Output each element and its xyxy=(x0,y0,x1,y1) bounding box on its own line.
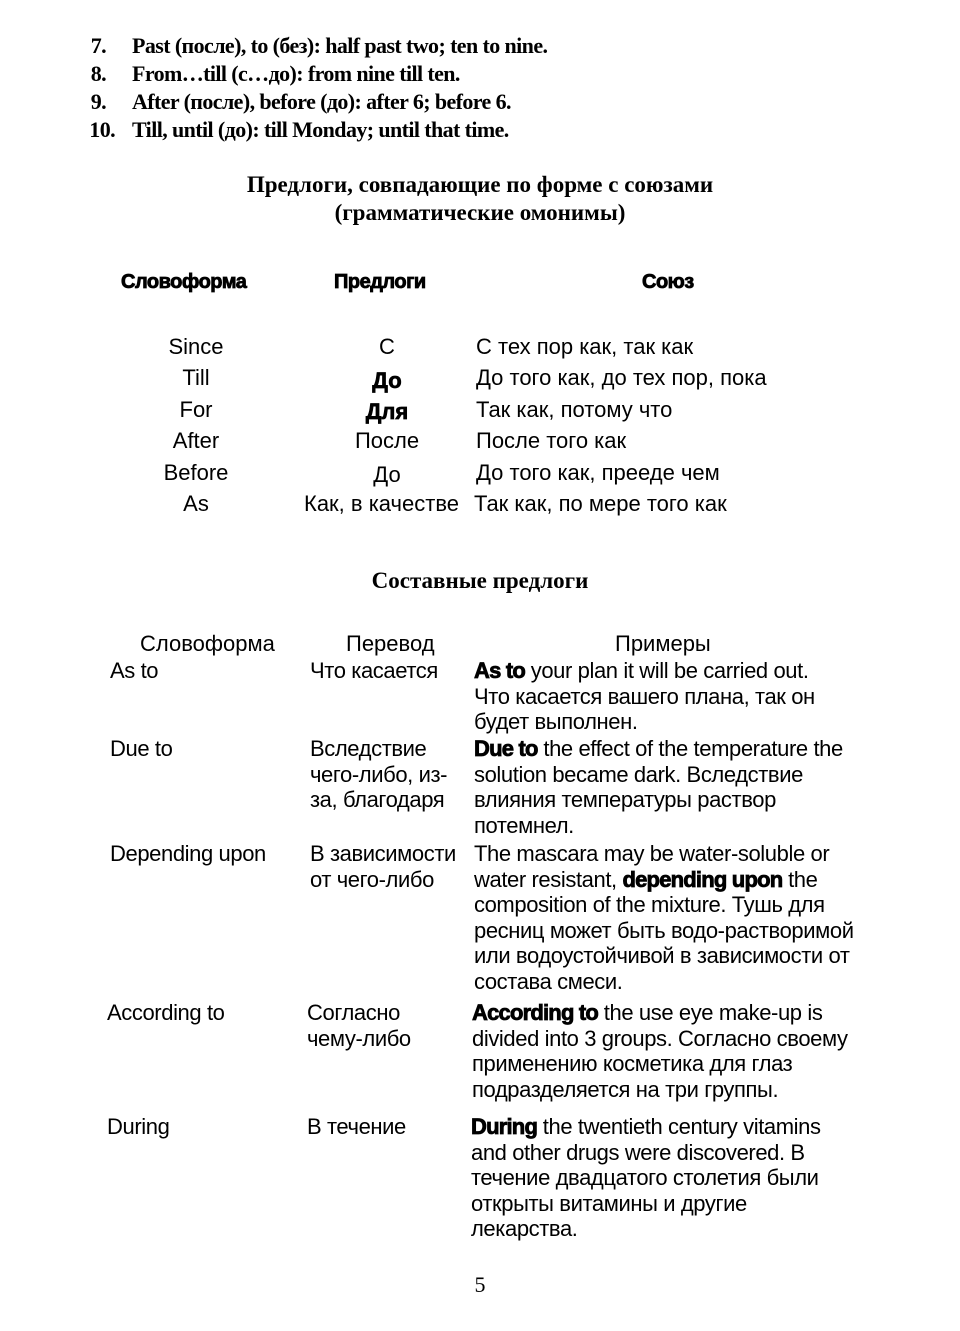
wordform-cell: Due to xyxy=(110,736,173,761)
preposition-cell: Как, в качестве xyxy=(304,491,460,516)
preposition-cell: С xyxy=(379,334,395,359)
column-header-examples: Примеры xyxy=(615,631,711,656)
column-header-prepositions: Предлоги xyxy=(334,271,426,293)
list-text: Past (после), to (без): half past two; ten to nine. xyxy=(132,33,548,58)
translation-cell: В зависимости от чего-либо xyxy=(310,841,456,892)
preposition-cell: Для xyxy=(365,399,409,424)
list-number: 9. xyxy=(90,89,106,114)
example-cell xyxy=(474,736,846,838)
conjunction-cell: До того как, прееде чем xyxy=(476,460,720,485)
list-text: From…till (с…до): from nine till ten. xyxy=(132,61,460,86)
highlighted-preposition: As to xyxy=(474,658,526,683)
wordform-cell: Depending upon xyxy=(110,841,266,866)
wordform-cell: As to xyxy=(110,658,159,683)
column-header-wordform: Словоформа xyxy=(121,271,247,293)
conjunction-cell: До того как, до тех пор, пока xyxy=(476,365,767,390)
list-item xyxy=(0,117,960,145)
highlighted-preposition: Due to xyxy=(474,736,538,761)
wordform-cell: As xyxy=(183,491,209,516)
highlighted-preposition: According to xyxy=(472,1000,599,1025)
list-number: 7. xyxy=(90,33,106,58)
column-header-translation: Перевод xyxy=(346,631,435,656)
list-item xyxy=(0,89,960,117)
example-text: the effect of the temperature the solution became dark. Вследствие влияния температуры раствор потемнел. xyxy=(474,736,843,838)
translation-cell: Вследствие чего-либо, из-за, благодаря xyxy=(310,736,448,812)
highlighted-preposition: depending upon xyxy=(622,866,783,892)
list-item xyxy=(0,61,960,89)
example-cell xyxy=(471,1114,847,1242)
wordform-cell: After xyxy=(172,428,220,453)
example-cell xyxy=(472,1000,852,1102)
section-title-homonyms: Предлоги, совпадающие по форме с союзами xyxy=(246,172,714,197)
list-text: Till, until (до): till Monday; until that time. xyxy=(132,117,509,142)
list-item xyxy=(0,33,960,61)
preposition-cell: До xyxy=(372,368,402,393)
wordform-cell: According to xyxy=(107,1000,225,1025)
column-header-wordform: Словоформа xyxy=(140,631,275,656)
example-text: the use eye make-up is divided into 3 groups. Согласно своему применению косметика для глаз подразделяется на три группы. xyxy=(472,1000,848,1102)
conjunction-cell: С тех пор как, так как xyxy=(476,334,694,359)
example-text: your plan it will be carried out. Что касается вашего плана, так он будет выполнен. xyxy=(474,658,815,734)
list-text: After (после), before (до): after 6; before 6. xyxy=(132,89,511,114)
conjunction-cell: Так как, потому что xyxy=(476,397,673,422)
preposition-cell: После xyxy=(354,428,420,453)
wordform-cell: Since xyxy=(168,334,224,359)
conjunction-cell: Так как, по мере того как xyxy=(474,491,727,516)
section-title-compound: Составные предлоги xyxy=(371,568,589,593)
example-text: The mascara may be water-soluble or water resistant, xyxy=(474,841,830,892)
example-text: the composition of the mixture. Тушь для ресниц может быть водо-растворимой или водоустойчивой в зависимости от состава смеси. xyxy=(474,866,854,994)
column-header-conjunction: Союз xyxy=(642,271,694,293)
translation-cell: В течение xyxy=(307,1114,406,1139)
list-number: 8. xyxy=(90,61,106,86)
wordform-cell: Till xyxy=(182,365,210,390)
example-cell xyxy=(474,658,846,735)
wordform-cell: During xyxy=(107,1114,170,1139)
section-subtitle-homonyms: (грамматические омонимы) xyxy=(334,200,626,225)
wordform-cell: Before xyxy=(163,460,229,485)
example-cell xyxy=(474,841,854,994)
page-number: 5 xyxy=(474,1272,486,1297)
highlighted-preposition: During xyxy=(471,1114,538,1139)
wordform-cell: For xyxy=(179,397,213,422)
example-text: the twentieth century vitamins and other drugs were discovered. В течение двадцатого столетия были открыты витамины и другие лекарства. xyxy=(471,1114,821,1241)
translation-cell: Что касается xyxy=(310,658,438,683)
translation-cell: Согласно чему-либо xyxy=(307,1000,411,1051)
list-number: 10. xyxy=(89,117,115,142)
conjunction-cell: После того как xyxy=(476,428,627,453)
preposition-cell: До xyxy=(373,462,401,487)
